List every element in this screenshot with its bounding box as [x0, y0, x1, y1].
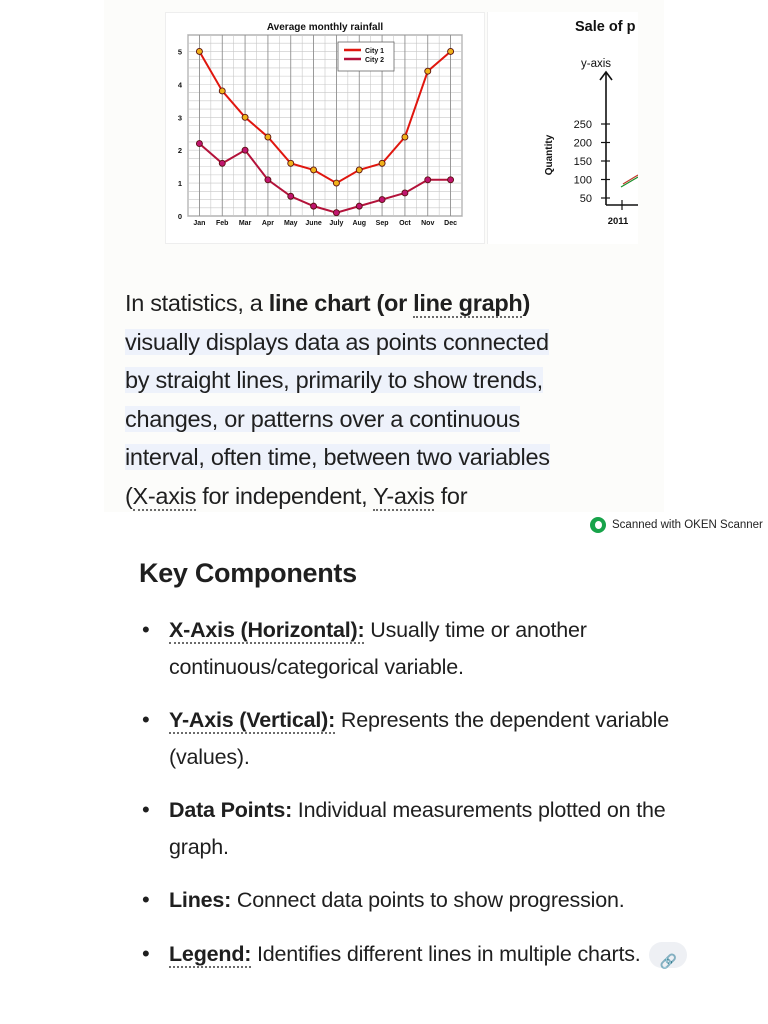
data-point-s1	[333, 180, 339, 186]
x-tick-label: Oct	[399, 220, 411, 227]
component-item	[140, 612, 700, 685]
data-point-s1	[265, 134, 271, 140]
highlighted-text	[125, 367, 543, 393]
x-tick-label: Aug	[352, 220, 367, 227]
data-point-s2	[288, 193, 294, 199]
data-point-s1	[425, 68, 431, 74]
component-label: Data Points:	[169, 798, 293, 822]
component-description: Usually time or another continuous/categorical variable.	[169, 618, 587, 679]
x-tick-label: Mar	[238, 220, 252, 227]
chart-legend	[338, 42, 394, 71]
component-description: Individual measurements plotted on the graph.	[169, 798, 666, 859]
component-label[interactable]: X-Axis (Horizontal):	[169, 618, 365, 642]
link-icon[interactable]	[649, 942, 687, 968]
component-label[interactable]: Y-Axis (Vertical):	[169, 708, 336, 732]
x-tick-label: Jan	[193, 220, 206, 227]
text-segment: line chart (or	[268, 290, 414, 316]
x-tick-label: July	[329, 220, 344, 227]
y-tick-label: 4	[177, 80, 183, 90]
component-item	[140, 936, 700, 973]
x-tick-label: June	[305, 220, 322, 227]
data-point-s1	[196, 48, 202, 54]
y-tick-label: 50	[579, 193, 592, 205]
text-segment: visually displays data as points connected	[125, 328, 549, 355]
text-segment: )	[522, 290, 530, 316]
data-point-s2	[402, 190, 408, 196]
y-axis-label: Quantity	[544, 134, 555, 176]
component-item	[140, 792, 700, 865]
chart-title: Sale of p	[575, 19, 636, 35]
scanner-watermark-text: Scanned with OKEN Scanner	[612, 519, 763, 531]
data-point-s2	[311, 203, 317, 209]
data-point-s1	[242, 114, 248, 120]
text-segment: for independent,	[196, 482, 374, 509]
highlighted-text	[125, 444, 550, 470]
data-point-s2	[219, 160, 225, 166]
scanner-watermark	[590, 517, 763, 533]
oken-logo-icon	[590, 517, 606, 533]
x-tick-label: May	[283, 220, 298, 227]
chart-title: Average monthly rainfall	[266, 22, 384, 33]
highlighted-text	[125, 329, 549, 355]
section-heading: Key Components	[139, 558, 357, 588]
data-point-s1	[379, 160, 385, 166]
x-tick-label: Nov	[421, 220, 435, 227]
y-tick-label: 2	[177, 146, 183, 156]
paragraph-line	[124, 400, 644, 439]
sales-chart	[487, 12, 638, 244]
component-description: Represents the dependent variable (values).	[169, 708, 669, 769]
data-point-s2	[333, 210, 339, 216]
y-tick-label: 150	[573, 156, 592, 168]
line-text	[125, 290, 530, 318]
data-point-s1	[288, 160, 294, 166]
y-tick-label: 0	[177, 212, 183, 221]
paragraph-line	[124, 361, 644, 400]
legend-label-1: City 1	[365, 48, 385, 55]
glossary-link[interactable]: line graph	[413, 290, 523, 316]
text-segment: by straight lines, primarily to show trends,	[125, 367, 543, 394]
data-point-s1	[402, 134, 408, 140]
data-point-s2	[265, 177, 271, 183]
paragraph-line	[124, 438, 644, 477]
text-segment: interval, often time, between two variables	[125, 444, 550, 471]
y-axis-caption: y-axis	[580, 58, 612, 70]
x-tick-label: Sep	[375, 220, 389, 227]
paragraph-line	[124, 477, 644, 516]
y-tick-label: 3	[177, 113, 183, 123]
data-point-s1	[356, 167, 362, 173]
component-item	[140, 702, 700, 775]
data-point-s2	[448, 177, 454, 183]
data-point-s2	[425, 177, 431, 183]
component-description: Connect data points to show progression.	[231, 888, 625, 912]
y-tick-label: 1	[177, 179, 183, 189]
intro-paragraph	[124, 284, 644, 516]
y-tick-label: 200	[573, 137, 592, 150]
y-tick-label: 5	[177, 47, 183, 57]
data-point-s1	[448, 48, 454, 54]
component-item	[140, 882, 700, 919]
x-tick-label: Dec	[444, 220, 458, 227]
data-point-s2	[196, 141, 202, 147]
x-tick-label: Feb	[216, 220, 229, 227]
y-tick-label: 250	[573, 119, 592, 131]
glossary-link[interactable]: Y-axis	[373, 482, 435, 509]
paragraph-line	[124, 284, 644, 323]
text-segment: changes, or patterns over a continuous	[125, 405, 520, 432]
components-list	[140, 612, 700, 989]
data-point-s2	[379, 197, 385, 203]
text-segment: for	[434, 482, 468, 509]
component-description: Identifies different lines in multiple charts.	[251, 941, 641, 966]
data-point-s1	[311, 167, 317, 173]
series-line-green	[621, 177, 638, 187]
component-label: Lines:	[169, 888, 232, 912]
glossary-link[interactable]: X-axis	[132, 482, 197, 509]
series-line-red	[623, 175, 638, 184]
text-segment: In statistics, a	[125, 290, 269, 316]
x-tick-label: Apr	[261, 220, 274, 227]
rainfall-chart-svg	[166, 13, 484, 243]
legend-label-2: City 2	[365, 57, 385, 64]
x-tick-label: 2011	[607, 216, 629, 227]
y-tick-label: 100	[573, 174, 592, 187]
sales-chart-svg	[488, 12, 638, 244]
line-text	[125, 483, 467, 511]
paragraph-line	[124, 323, 644, 362]
rainfall-chart	[165, 12, 485, 244]
text-segment: (	[125, 482, 133, 509]
data-point-s2	[356, 203, 362, 209]
highlighted-text	[125, 406, 520, 432]
data-point-s2	[242, 147, 248, 153]
data-point-s1	[219, 88, 225, 94]
component-label[interactable]: Legend:	[169, 941, 252, 966]
